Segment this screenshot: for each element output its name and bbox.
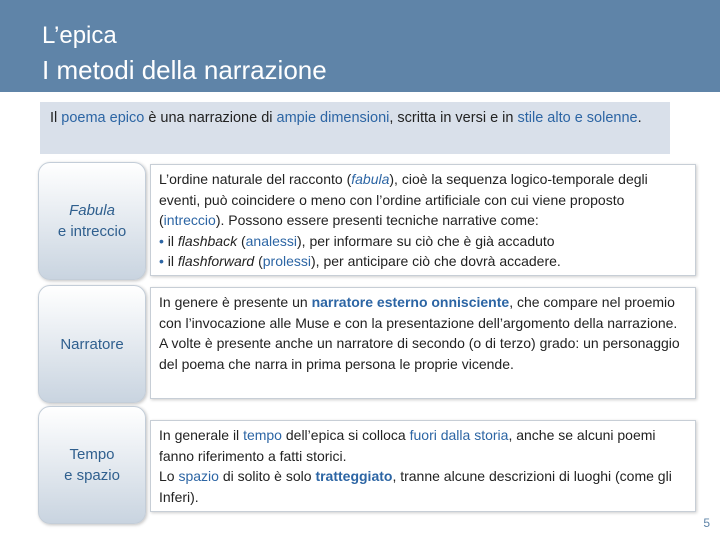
row-highlight: spazio <box>178 468 219 484</box>
row-text: il <box>167 232 178 249</box>
row-text: ( <box>254 253 263 269</box>
row-text: In generale il <box>159 427 244 443</box>
label-fabula-intreccio <box>38 162 146 280</box>
label-line: Tempo <box>69 446 115 463</box>
row-text: L’ordine naturale del racconto ( <box>159 171 352 187</box>
slide-supertitle: L’epica <box>42 22 117 49</box>
label-line: Narratore <box>60 335 124 353</box>
row-text: , anche se alcuni poemi fanno riferimento a fatti storici. <box>159 427 656 464</box>
row-text: ), per anticipare ciò che dovrà accadere. <box>311 253 561 269</box>
text-fabula-intreccio <box>150 164 696 276</box>
intro-text: . <box>637 110 642 126</box>
row-highlight: tratteggiato <box>315 468 393 484</box>
intro-highlight: poema epico <box>61 110 145 126</box>
row-text: ), per informare su ciò che è già accaduto <box>297 232 555 249</box>
slide-title: I metodi della narrazione <box>42 55 327 85</box>
intro-text: , scritta in versi e in <box>389 110 518 126</box>
page-number: 5 <box>703 516 710 530</box>
row-text: di solito è solo <box>218 468 316 484</box>
text-tempo-spazio <box>150 420 696 512</box>
intro-highlight: ampie dimensioni <box>276 110 390 126</box>
row-text: il <box>167 253 178 269</box>
intro-text: Il <box>50 110 62 126</box>
row-text: In genere è presente un <box>159 294 312 310</box>
row-highlight: tempo <box>243 427 282 443</box>
row-term: flashback <box>177 232 238 249</box>
row-text: ). Possono essere presenti tecniche narrative come: <box>215 212 539 228</box>
row-text: , che compare nel proemio con l’invocazione alle Muse e con la presentazione dell’argomento della narrazione. A volte è presente anche un narratore di secondo (o di terzo) grado: un personaggio del poema che narra in prima persona le proprie vicende. <box>159 294 680 372</box>
row-text: ( <box>237 232 246 249</box>
intro-box <box>40 102 670 154</box>
bullet: • <box>159 253 164 269</box>
row-highlight: narratore esterno onnisciente <box>311 294 510 310</box>
text-narratore <box>150 287 696 399</box>
label-narratore <box>38 285 146 403</box>
row-highlight: analessi <box>245 232 298 249</box>
row-text: dell’epica si colloca <box>281 427 410 443</box>
bullet: • <box>159 232 164 249</box>
row-highlight: intreccio <box>163 212 216 228</box>
row-highlight: prolessi <box>262 253 311 269</box>
intro-text: è una narrazione di <box>144 110 277 126</box>
intro-highlight: stile alto e solenne <box>517 110 638 126</box>
label-line: e spazio <box>64 467 120 484</box>
row-highlight: fabula <box>351 171 390 187</box>
row-text: , tranne alcune descrizioni di luoghi (come gli Inferi). <box>159 468 672 505</box>
row-highlight: fuori dalla storia <box>409 427 509 443</box>
row-text: Lo <box>159 468 179 484</box>
label-line: e intreccio <box>57 223 127 240</box>
row-text: ), cioè la sequenza logico-temporale degli eventi, può coincidere o meno con l’ordine artificiale con cui viene proposto ( <box>159 171 648 228</box>
label-line: Fabula <box>69 202 115 219</box>
slide-header <box>0 0 720 92</box>
label-tempo-spazio <box>38 406 146 524</box>
row-term: flashforward <box>177 253 255 269</box>
